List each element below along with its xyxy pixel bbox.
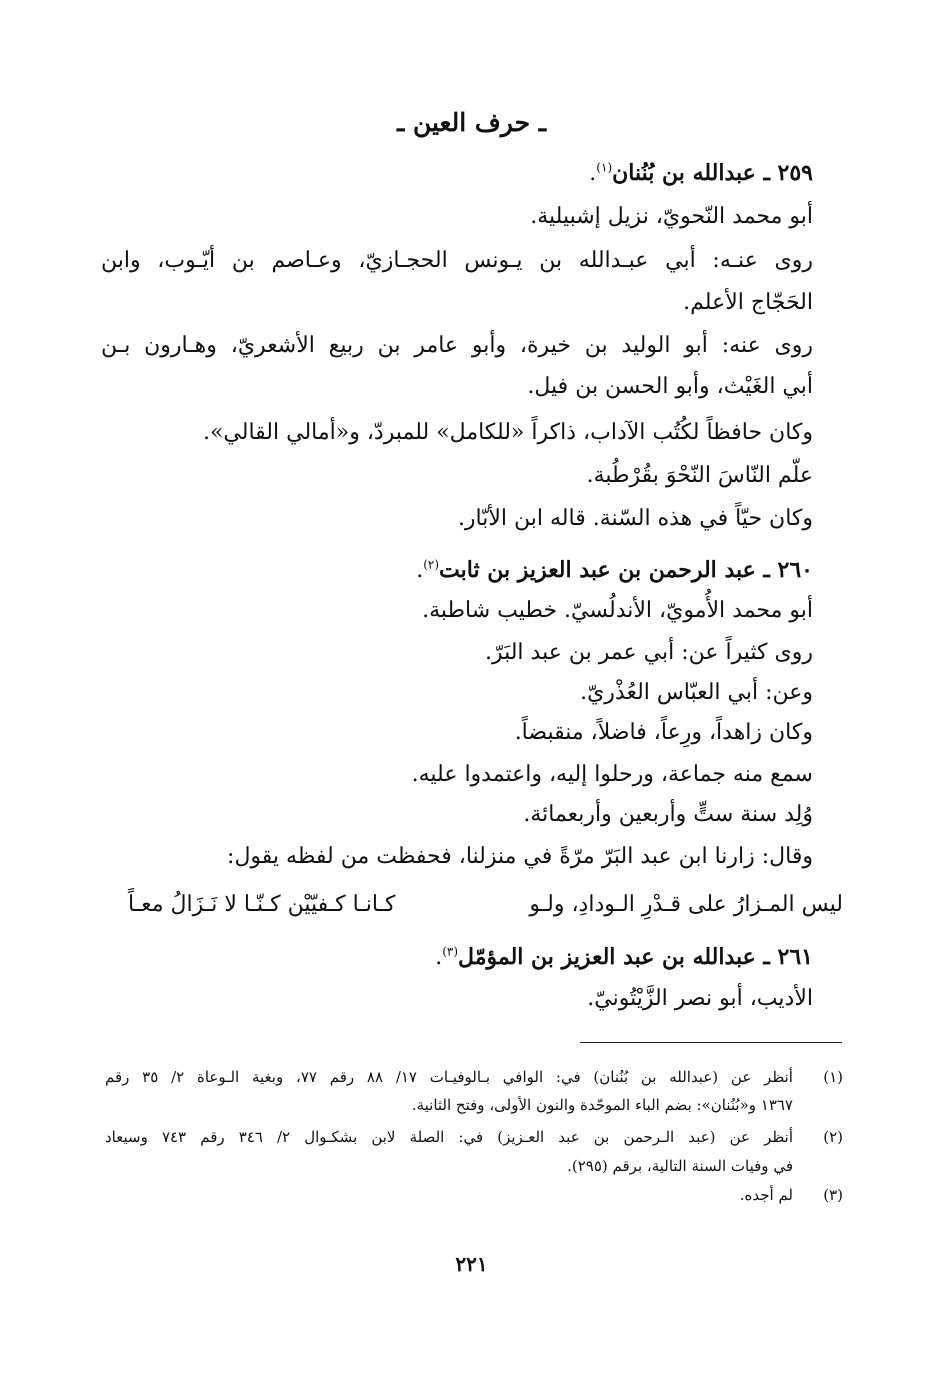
footnote-marker: (١) [596,160,613,175]
text-line: روى كثيراً عن: أبي عمر بن عبد البَرّ. [484,640,813,665]
text-line: وكان حيّاً في هذه السّنة. قاله ابن الأبّار. [457,506,813,531]
poem-second-hemistich: كـانـا كـفيّيْن كـنّـا لا نَـزَالُ معـاً [128,892,396,917]
footnote-line: لم أجده. [739,1186,793,1204]
entry-heading [435,942,813,973]
text-line: الأديب، أبو نصر الزَّيْتُونيّ. [587,986,813,1011]
text-line: سمع منه جماعة، ورحلوا إليه، واعتمدوا عليه. [411,762,813,787]
footnote-line: في وفيات السنة التالية، برقم (٢٩٥). [567,1157,793,1175]
text-line: وقال: زارنا ابن عبد البَرّ مرّةً في منزلنا، فحفظت من لفظه يقول: [227,844,813,869]
footnote-line: أنظر عن (عبد الـرحمن بن عبد العـزيز) في: الصلة لابن بشكـوال ٢/ ٣٤٦ رقم ٧٤٣ وسيعاد [105,1128,793,1146]
footnote-number: (٣) [823,1186,843,1204]
footnote-line: ١٣٦٧ و«بُنُنان»: بضم الباء الموحّدة والنون الأولى، وفتح الثانية. [411,1096,793,1114]
footnote-number: (١) [823,1068,843,1086]
text-line: أبو محمد الأُمويّ، الأندلُسيّ. خطيب شاطبة. [422,598,813,623]
footnote-number: (٢) [823,1128,843,1146]
text-line: وُلِد سنة ستٍّ وأربعين وأربعمائة. [523,802,813,827]
text-line: وكان حافظاً لكُتُب الآداب، ذاكراً «للكامل» للمبردّ، و«أمالي القالي». [202,420,813,445]
entry-heading-text: ٢٦٠ ـ عبد الرحمن بن عبد العزيز بن ثابت [439,557,813,583]
text-line: أبي الغَيْث، وأبو الحسن بن فيل. [527,374,813,399]
entry-heading [589,158,813,189]
entry-heading-text: ٢٦١ ـ عبدالله بن عبد العزيز بن المؤمّل [458,944,813,970]
entry-heading-text: ٢٥٩ ـ عبدالله بن بُنُنان [612,160,813,186]
footnote-marker: (٢) [423,557,440,572]
text-line: روى عنه: أبو الوليد بن خيرة، وأبو عامر بن ربيع الأشعريّ، وهـارون بـن [101,333,813,358]
footnote-line: أنظر عن (عبدالله بن بُنُنان) في: الوافي بـالوفيـات ١٧/ ٨٨ رقم ٧٧، وبغية الـوعاة ٢/ ٣٥ رقم [105,1068,793,1086]
text-line: وعن: أبي العبّاس العُذْريّ. [580,680,813,705]
text-line: الحَجّاج الأعلم. [683,290,813,315]
footnote-separator [580,1042,842,1043]
text-line: علّم النّاسَ النّحْوَ بقُرْطُبة. [586,463,813,488]
text-line: أبو محمد النّحويّ، نزيل إشبيلية. [530,204,813,229]
poem-first-hemistich: ليس المـزارُ على قـدْرِ الـودادِ، ولـو [529,892,843,917]
entry-heading-tail: . [416,558,424,583]
text-line: وكان زاهداً، ورِعاً، فاضلاً، منقبضاً. [514,720,813,745]
entry-heading-tail: . [589,161,597,186]
entry-heading [416,555,813,586]
footnote-marker: (٣) [442,944,459,959]
section-title: ـ حرف العين ـ [396,108,547,137]
entry-heading-tail: . [435,945,443,970]
text-line: روى عنـه: أبي عبـدالله بن يـونس الحجـازيّ، وعـاصم بن أيّـوب، وابن [101,248,813,273]
page-number: ٢٢١ [455,1252,488,1276]
